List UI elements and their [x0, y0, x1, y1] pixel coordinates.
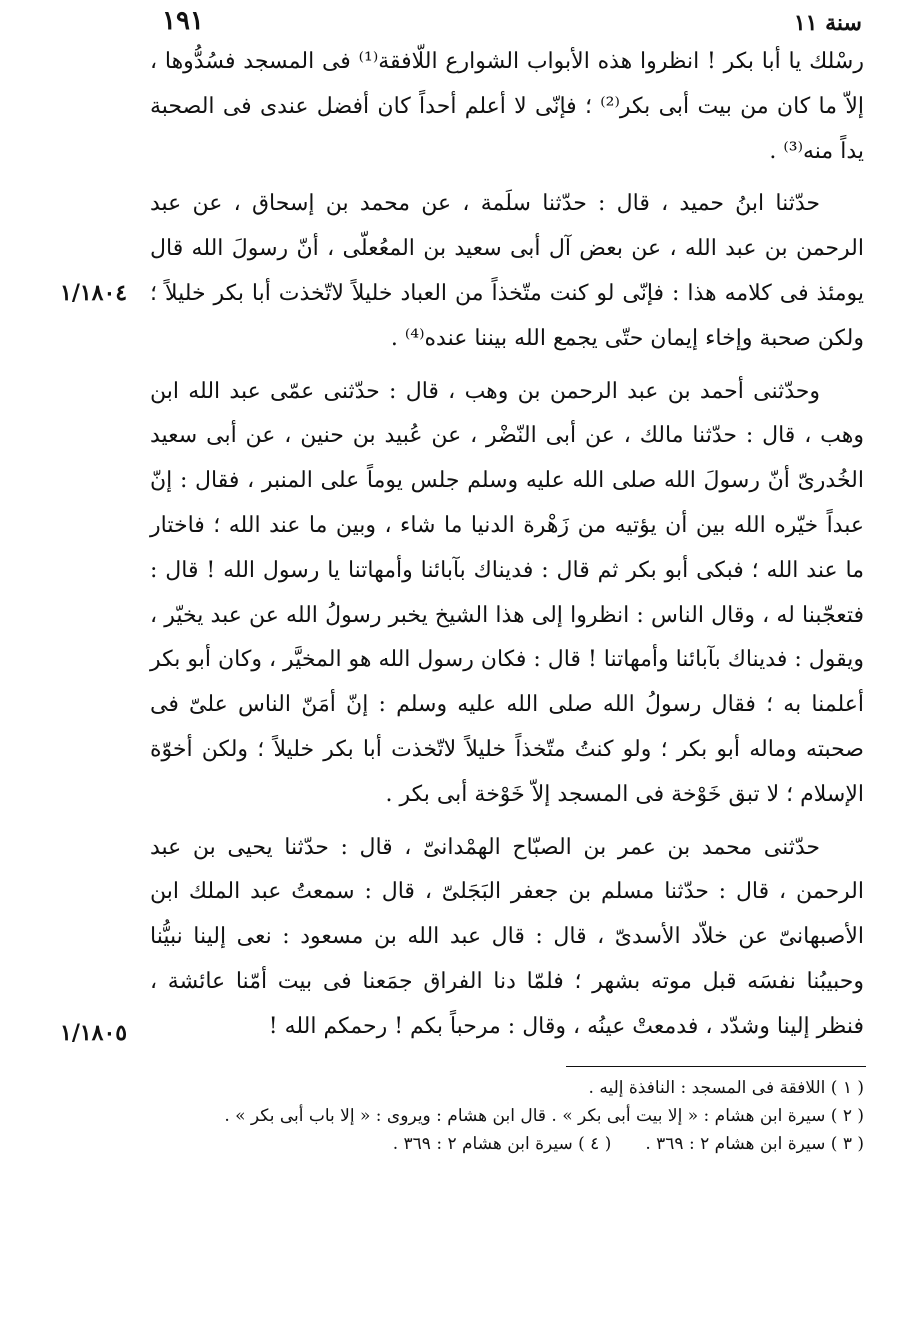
footnote-1: ( ١ ) اللافقة فى المسجد : النافذة إليه .: [588, 1078, 864, 1098]
footnote-3: ( ٣ ) سيرة ابن هشام ٢ : ٣٦٩ .: [645, 1134, 864, 1154]
footnote-2: ( ٢ ) سيرة ابن هشام : « إلا بيت أبى بكر » . قال ابن هشام : ويروى : « إلا باب أبى بكر » .: [224, 1106, 864, 1126]
margin-reference-2: ١/١٨٠٥: [60, 1020, 128, 1046]
footnote-4: ( ٤ ) سيرة ابن هشام ٢ : ٣٦٩ .: [392, 1134, 612, 1154]
footnote-divider: [566, 1066, 866, 1067]
page-number: ١٩١: [162, 6, 204, 36]
paragraph-1: رسْلك يا أبا بكر ! انظروا هذه الأبواب الشوارع اللّافقة⁽¹⁾ فى المسجد فسُدُّوها ، إلاّ ما كان من بيت أبى بكر⁽²⁾ ؛ فإنّى لا أعلم أحداً كان أفضل عندى فى الصحبة يداً منه⁽³⁾ .: [150, 49, 864, 164]
paragraph-3: وحدّثنى أحمد بن عبد الرحمن بن وهب ، قال : حدّثنى عمّى عبد الله ابن وهب ، قال : حدّثنا مالك ، عن أبى النّضْر ، عن عُبيد بن حنين ، عن أبى سعيد الخُدرىّ أنّ رسولَ الله صلى الله عليه وسلم جلس يوماً على المنبر ، فقال : إنّ عبداً خيّره الله بين أن يؤتيه من زَهْرة الدنيا ما شاء ، وبين ما عند الله ؛ فاختار ما عند الله ؛ فبكى أبو بكر ثم قال : فديناك بآبائنا وأمهاتنا يا رسول الله ! قال : فتعجّبنا له ، وقال الناس : انظروا إلى هذا الشيخ يخبر رسولُ الله عن عبد يخيّر ، ويقول : فديناك بآبائنا وأمهاتنا ! قال : فكان رسول الله هو المخيَّر ، وكان أبو بكر أعلمنا به ؛ فقال رسولُ الله صلى الله عليه وسلم : إنّ أمَنّ الناس علىّ فى صحبته وماله أبو بكر ؛ ولو كنتُ متّخذاً خليلاً لاتّخذت أبا بكر خليلاً ؛ ولكن أخوّة الإسلام ؛ لا تبق خَوْخة فى المسجد إلاّ خَوْخة أبى بكر .: [150, 378, 864, 807]
paragraph-2: حدّثنا ابنُ حميد ، قال : حدّثنا سلَمة ، عن محمد بن إسحاق ، عن عبد الرحمن بن عبد الله ، عن بعض آل أبى سعيد بن المعُعلّى ، أنّ رسولَ الله قال يومئذ فى كلامه هذا : فإنّى لو كنت متّخذاً من العباد خليلاً لاتّخذت أبا بكر خليلاً ؛ ولكن صحبة وإخاء إيمان حتّى يجمع الله بيننا عنده⁽⁴⁾ .: [150, 191, 864, 351]
margin-reference-1: ١/١٨٠٤: [60, 280, 128, 306]
main-text: [150, 40, 864, 1050]
footnotes: [150, 1074, 864, 1158]
running-head: سنة ١١: [793, 10, 862, 36]
footnote-3-4: [150, 1130, 864, 1158]
paragraph-4: حدّثنى محمد بن عمر بن الصبّاح الهمْدانىّ ، قال : حدّثنا يحيى بن عبد الرحمن ، قال : حدّثنا مسلم بن جعفر البَجَلىّ ، قال : سمعتُ عبد الملك ابن الأصبهانىّ عن خلاّد الأسدىّ ، قال : قال عبد الله بن مسعود : نعى إلينا نبيُّنا وحبيبُنا نفسَه قبل موته بشهر ؛ فلمّا دنا الفراق جمَعنا فى بيت أمّنا عائشة ، فنظر إلينا وشدّد ، فدمعتْ عينُه ، وقال : مرحباً بكم ! رحمكم الله !: [150, 834, 864, 1039]
